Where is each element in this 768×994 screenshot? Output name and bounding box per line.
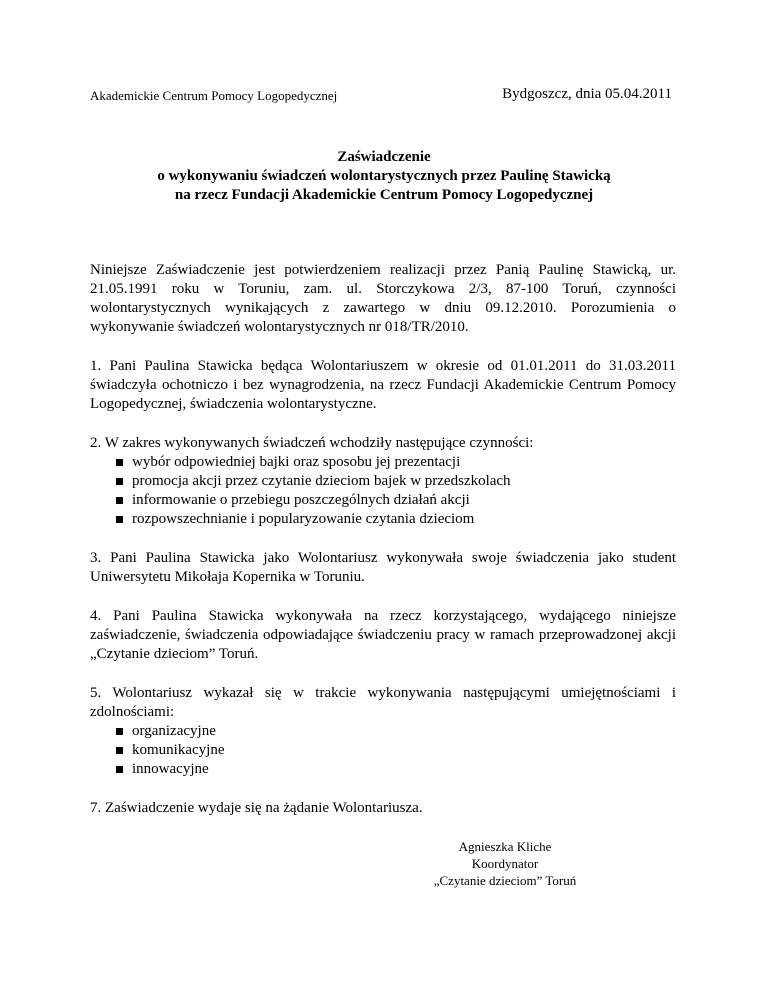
point-5-lead: 5. Wolontariusz wykazał się w trakcie wykonywania następującymi umiejętnościami i zdolnościami:	[90, 685, 676, 720]
title-line-3: na rzecz Fundacji Akademickie Centrum Pomocy Logopedycznej	[174, 187, 594, 203]
document-body	[90, 261, 676, 818]
list-item: promocja akcji przez czytanie dzieciom bajek w przedszkolach	[116, 472, 676, 491]
list-item: innowacyjne	[116, 760, 676, 779]
point-2-lead: 2. W zakres wykonywanych świadczeń wchodziły następujące czynności:	[90, 435, 534, 451]
duties-list	[90, 453, 676, 529]
organization-name: Akademickie Centrum Pomocy Logopedycznej	[90, 88, 338, 103]
signatory-role: Koordynator	[471, 856, 539, 871]
list-item: rozpowszechnianie i popularyzowanie czytania dzieciom	[116, 510, 676, 529]
bullet-square-icon	[116, 459, 123, 466]
bullet-square-icon	[116, 516, 123, 523]
list-item: organizacyjne	[116, 722, 676, 741]
point-4-paragraph: 4. Pani Paulina Stawicka wykonywała na rzecz korzystającego, wydającego niniejsze zaświadczenie, świadczenia odpowiadające świadczeniu pracy w ramach przeprowadzonej akcji „Czytanie dzieciom” Toruń.	[90, 608, 676, 662]
point-1-paragraph: 1. Pani Paulina Stawicka będąca Wolontariuszem w okresie od 01.01.2011 do 31.03.2011 świadczyła ochotniczo i bez wynagrodzenia, na rzecz Fundacji Akademickie Centrum Pomocy Logopedycznej, świadczenia wolontarystyczne.	[90, 358, 676, 412]
signatory-name: Agnieszka Kliche	[458, 839, 552, 854]
bullet-square-icon	[116, 497, 123, 504]
list-item: informowanie o przebiegu poszczególnych działań akcji	[116, 491, 676, 510]
document-title	[0, 148, 768, 205]
signature-block	[400, 838, 610, 889]
bullet-square-icon	[116, 728, 123, 735]
point-3-paragraph: 3. Pani Paulina Stawicka jako Wolontariusz wykonywała swoje świadczenia jako student Uniwersytetu Mikołaja Kopernika w Toruniu.	[90, 550, 676, 585]
point-7-paragraph: 7. Zaświadczenie wydaje się na żądanie Wolontariusza.	[90, 800, 423, 816]
bullet-square-icon	[116, 747, 123, 754]
skills-list	[90, 722, 676, 779]
bullet-square-icon	[116, 478, 123, 485]
title-line-1: Zaświadczenie	[337, 149, 431, 165]
bullet-square-icon	[116, 766, 123, 773]
list-item: wybór odpowiedniej bajki oraz sposobu jej prezentacji	[116, 453, 676, 472]
title-line-2: o wykonywaniu świadczeń wolontarystycznych przez Paulinę Stawicką	[157, 168, 611, 184]
date-line: Bydgoszcz, dnia 05.04.2011	[502, 86, 672, 102]
intro-paragraph: Niniejsze Zaświadczenie jest potwierdzeniem realizacji przez Panią Paulinę Stawicką, ur. 21.05.1991 roku w Toruniu, zam. ul. Storczykowa 2/3, 87-100 Toruń, czynności wolontarystycznych wynikających z zawartego w dniu 09.12.2010. Porozumienia o wykonywanie świadczeń wolontarystycznych nr 018/TR/2010.	[90, 262, 676, 335]
signatory-project: „Czytanie dzieciom” Toruń	[433, 873, 577, 888]
list-item: komunikacyjne	[116, 741, 676, 760]
